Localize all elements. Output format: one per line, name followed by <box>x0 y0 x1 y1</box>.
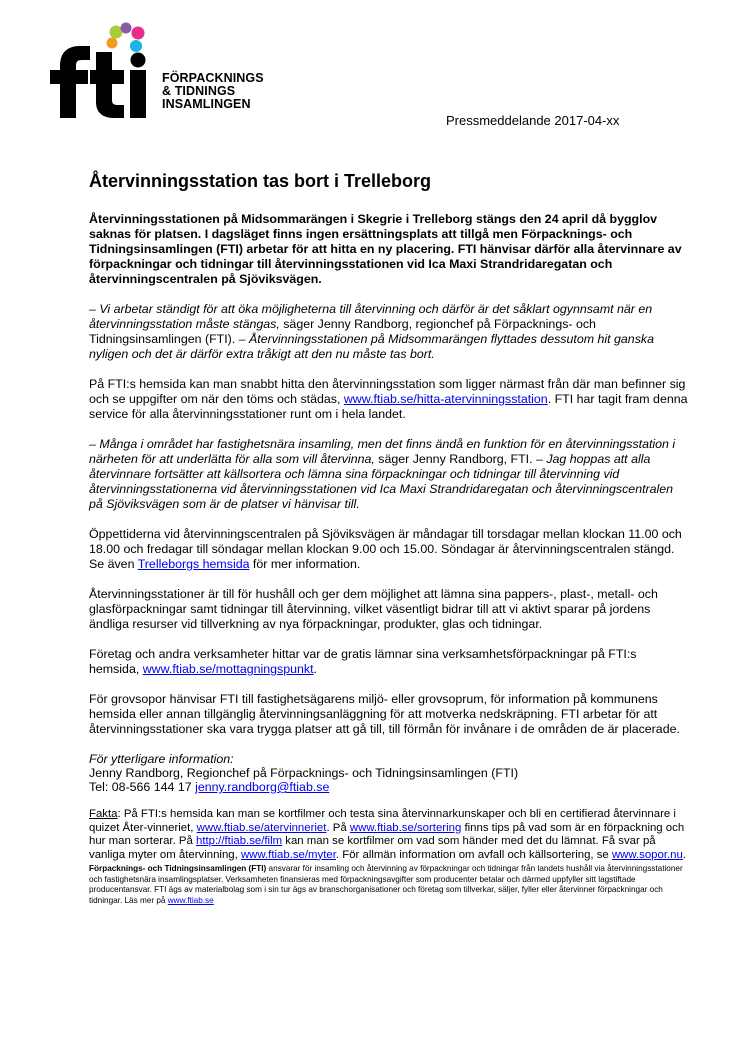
company-footer <box>89 864 689 906</box>
quote-paragraph-2 <box>89 437 689 512</box>
contact-name: Jenny Randborg, Regionchef på Förpacknings- och Tidningsinsamlingen (FTI) <box>89 766 519 780</box>
website-paragraph <box>89 377 689 422</box>
facts-paragraph <box>89 808 689 862</box>
logo-line-3: INSAMLINGEN <box>162 97 251 111</box>
website-text-after: . FTI har tagit fram denna service för alla återvinningsstationer runt om i hela landet. <box>89 392 688 421</box>
opening-hours-paragraph <box>89 527 689 572</box>
ftiab-link[interactable]: www.ftiab.se <box>167 895 214 905</box>
logo-dot-purple <box>121 23 132 34</box>
quote-2-part-1: – Många i området har fastighetsnära insamling, men det finns ändå en funktion för en återvinningsstation i närheten för att underlätta för alla som vill återvinna, <box>89 437 676 466</box>
website-text-before: På FTI:s hemsida kan man snabbt hitta den återvinningsstation som ligger närmast från där man befinner sig och se uppgifter om när den töms och städas, <box>89 377 686 406</box>
film-link[interactable]: http://ftiab.se/film <box>196 835 283 847</box>
logo-wordmark <box>162 72 264 111</box>
logo-dot-orange <box>107 38 118 49</box>
quote-paragraph-1 <box>89 302 689 362</box>
atervinneriet-link[interactable]: www.ftiab.se/atervinneriet <box>196 821 327 834</box>
footer-text: ansvarar för insamling och återvinning av förpackningar och tidningar från landets hushåll via återvinningsstationer och fastighetsnära insamlingsplatser. Verksamheten finansieras med förpackningsavgifter som producenter betalar och därmed uppfyller sitt lagstiftade producentansvar. FTI ägs av materialbolag som i sin tur ägs av branschorganisationer och företag som tillverkar, säljer, fyller eller återvinner förpackningar och tidningar. Läs mer på <box>89 864 683 905</box>
logo-dot-blue <box>130 40 142 52</box>
logo-dot-pink <box>132 27 145 40</box>
business-text-after: . <box>313 662 317 676</box>
lead-paragraph: Återvinningsstationen på Midsommarängen i Skegrie i Trelleborg stängs den 24 april då bygglov saknas för platsen. I dagsläget finns ingen ersättningsplats att tillgå men Förpacknings- och Tidningsinsamlingen (FTI) arbetar för att hitta en ny placering. FTI hänvisar därför alla återvinnare av förpackningar och tidningar till återvinningsstationen vid Ica Maxi Strandridaregatan och återvinningscentralen på Sjöviksvägen. <box>89 212 682 286</box>
page-title: Återvinningsstation tas bort i Trelleborg <box>89 171 432 191</box>
quote-2-part-2: – Jag hoppas att alla återvinnare fortsätter att källsortera och lämna sina förpackningar och tidningar till återvinning vid återvinningsstationerna vid återvinningsstationen vid Ica Maxi Strandridaregatan och återvinningscentralen på Sjöviksvägen som är de platser vi hänvisar till. <box>89 452 674 511</box>
contact-tel-line <box>89 780 689 794</box>
facts-text-4: kan man se kortfilmer om vad som händer med det du lämnat. Få svar på vanliga myter om återvinning, <box>89 835 656 861</box>
business-text-before: Företag och andra verksamheter hittar var de gratis lämnar sina verksamhetsförpackningar på FTI:s hemsida, <box>89 647 637 676</box>
fti-logo <box>50 22 290 122</box>
facts-text-2: . På <box>326 821 350 834</box>
contact-info <box>89 752 689 794</box>
press-release-date: Pressmeddelande 2017-04-xx <box>446 113 620 128</box>
facts-text-6: . <box>682 848 687 861</box>
contact-heading: För ytterligare information: <box>89 752 234 766</box>
business-paragraph <box>89 647 689 677</box>
sortering-link[interactable]: www.ftiab.se/sortering <box>349 821 462 834</box>
hours-text-after: för mer information. <box>249 557 361 571</box>
contact-tel: Tel: 08-566 144 17 <box>89 780 196 794</box>
logo-line-2: & TIDNINGS <box>162 84 236 98</box>
hours-text-before: Öppettiderna vid återvinningscentralen på Sjöviksvägen är måndagar till torsdagar mellan klockan 11.00 och 18.00 och fredagar till söndagar mellan klockan 9.00 och 15.00. Söndagar är återvinningscentralen stängd. Se även <box>89 527 682 571</box>
article-body <box>89 170 689 906</box>
quote-2-attribution: säger Jenny Randborg, FTI. <box>374 452 536 466</box>
quote-1-attribution: säger Jenny Randborg, regionchef på Förpacknings- och Tidningsinsamlingen (FTI). <box>89 317 596 346</box>
hitta-atervinningsstation-link[interactable]: www.ftiab.se/hitta-atervinningsstation <box>343 392 548 406</box>
facts-text-5: . För allmän information om avfall och källsortering, se <box>335 848 612 861</box>
trelleborg-website-link[interactable]: Trelleborgs hemsida <box>137 557 250 571</box>
mottagningspunkt-link[interactable]: www.ftiab.se/mottagningspunkt <box>142 662 314 676</box>
contact-email-link[interactable]: jenny.randborg@ftiab.se <box>195 780 330 794</box>
sopor-link[interactable]: www.sopor.nu <box>611 848 683 861</box>
footer-company-name: Förpacknings- och Tidningsinsamlingen (FTI) <box>89 864 267 873</box>
quote-1-part-2: – Återvinningsstationen på Midsommarängen flyttades dessutom hit ganska nyligen och det är därför extra tråkigt att den nu måste tas bort. <box>89 332 654 361</box>
facts-label: Fakta <box>89 808 118 820</box>
logo-line-1: FÖRPACKNINGS <box>162 71 264 85</box>
facts-text-3: finns tips på vad som är en förpackning och hur man sorterar. På <box>89 821 685 847</box>
myter-link[interactable]: www.ftiab.se/myter <box>240 848 336 861</box>
quote-1-part-1: – Vi arbetar ständigt för att öka möjligheterna till återvinning och därför är det såklart ogynnsamt när en återvinningsstation måste stängas, <box>89 302 653 331</box>
fti-logo-mark <box>50 22 162 120</box>
bulky-waste-paragraph: För grovsopor hänvisar FTI till fastighetsägarens miljö- eller grovsoprum, för information på kommunens hemsida eller annan tillgänglig återvinningsanläggning för att motverka nedskräpning. FTI arbetar för att återvinningsstationer ska vara trygga platser att gå till, till förmån för invånare i de områden de är placerade. <box>89 692 680 736</box>
facts-text-1: : På FTI:s hemsida kan man se kortfilmer och testa sina återvinnarkunskaper och bli en certifierad återvinnare i quizet Åter-vinneriet, <box>89 808 676 834</box>
stations-paragraph: Återvinningsstationer är till för hushåll och ger dem möjlighet att lämna sina pappers-, plast-, metall- och glasförpackningar samt tidningar till återvinning, vilket väsentligt bidrar till att vi aktivt sparar på jordens ändliga resurser vid tillverkning av nya förpackningar, produkter, glas och tidningar. <box>89 587 658 631</box>
